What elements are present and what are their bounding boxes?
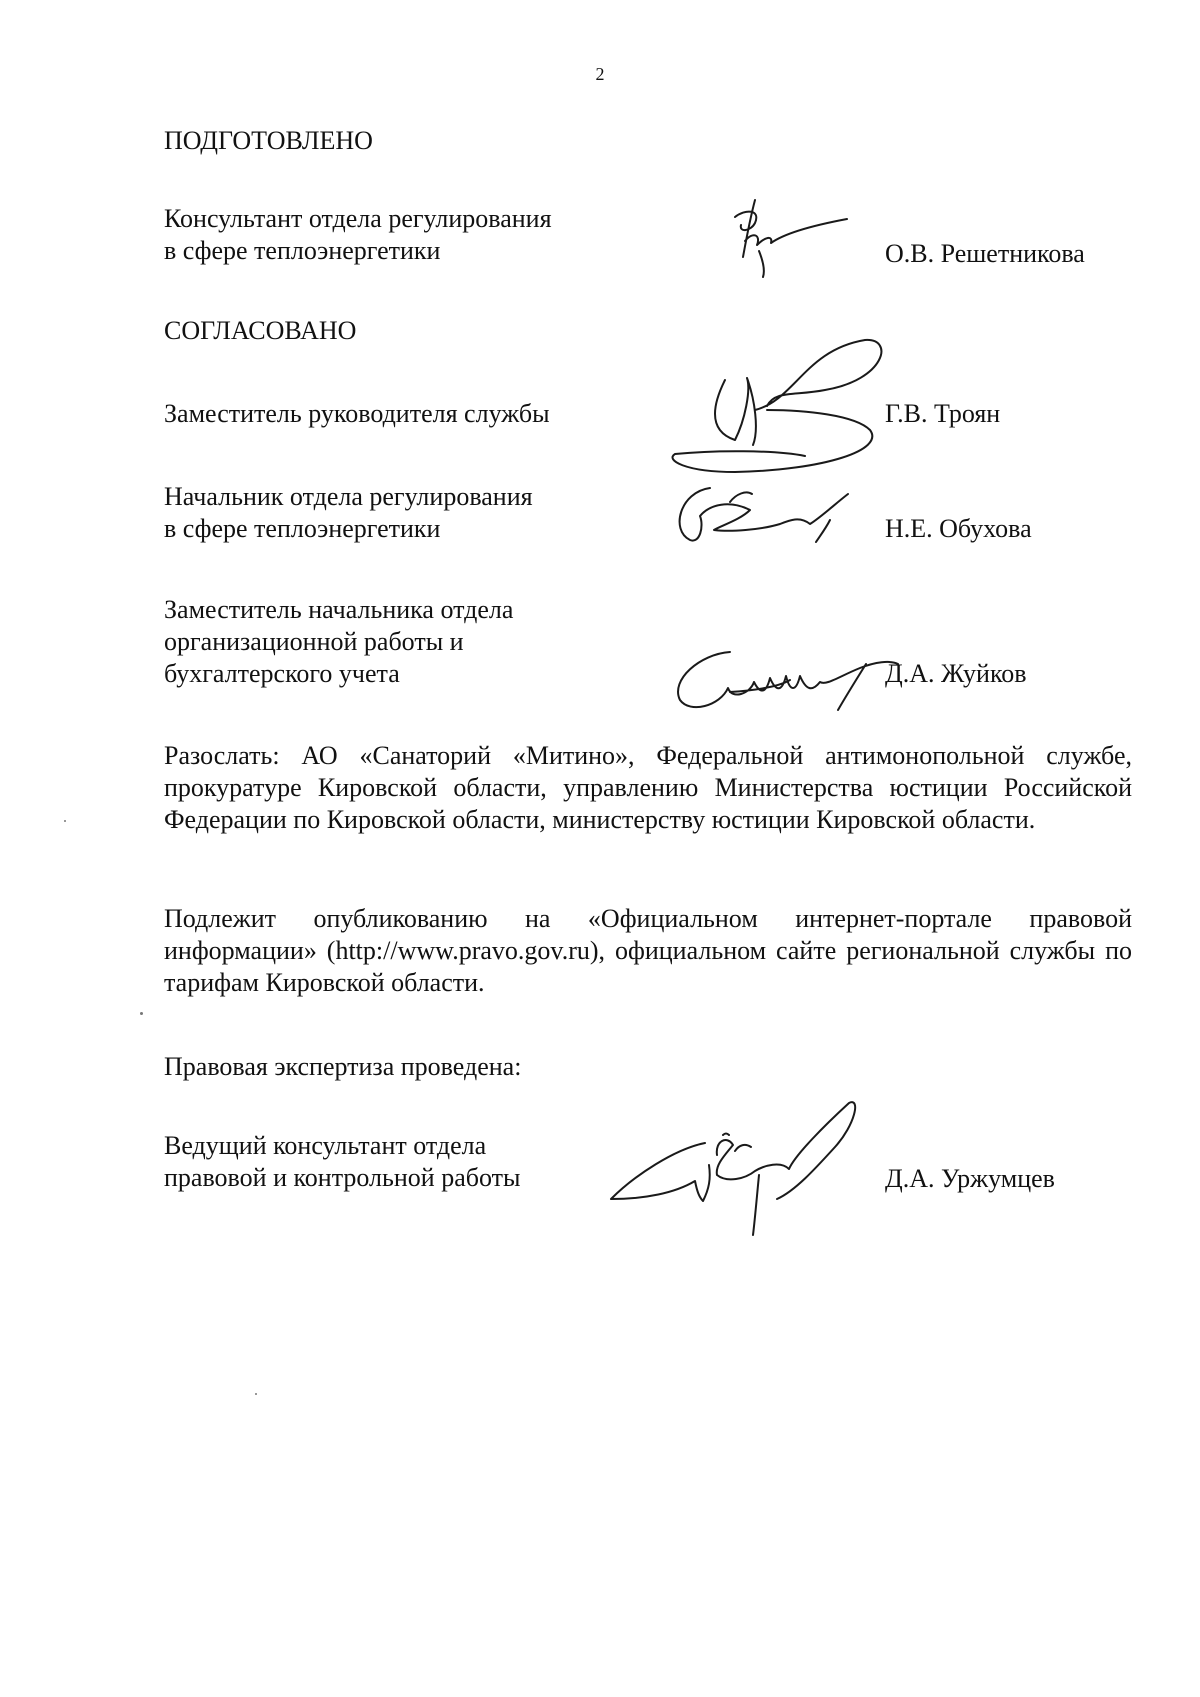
signer-name: Д.А. Жуйков <box>885 659 1027 688</box>
position-line: Заместитель руководителя службы <box>164 399 550 428</box>
position-line: правовой и контрольной работы <box>164 1163 521 1192</box>
signature-zhuykov <box>670 640 900 720</box>
agreed-heading: СОГЛАСОВАНО <box>164 316 357 345</box>
signature-reshetnikova <box>725 195 855 285</box>
position-line: организационной работы и <box>164 627 464 656</box>
signer-name: Г.В. Троян <box>885 399 1001 428</box>
position-line: в сфере теплоэнергетики <box>164 236 441 265</box>
signer-name: Н.Е. Обухова <box>885 514 1032 543</box>
position-line: в сфере теплоэнергетики <box>164 514 441 543</box>
legal-review-heading: Правовая экспертиза проведена: <box>164 1052 522 1081</box>
agreed-position <box>164 398 550 430</box>
signature-troyan <box>655 310 905 490</box>
signature-obukhova <box>670 480 860 550</box>
signer-name: О.В. Решетникова <box>885 239 1085 268</box>
agreed-position <box>164 481 533 545</box>
position-line: Консультант отдела регулирования <box>164 204 552 233</box>
position-line: Заместитель начальника отдела <box>164 595 514 624</box>
position-line: Ведущий консультант отдела <box>164 1131 487 1160</box>
legal-review-position <box>164 1130 520 1194</box>
prepared-position <box>164 203 552 267</box>
signature-urzhumtsev <box>605 1095 865 1245</box>
position-line: Начальник отдела регулирования <box>164 482 533 511</box>
scan-speck <box>64 820 66 822</box>
publication-paragraph: Подлежит опубликованию на «Официальном интернет-портале правовой информации» (http://www.pravo.gov.ru), официальном сайте региональной службы по тарифам Кировской области. <box>164 904 1132 997</box>
signer-name: Д.А. Уржумцев <box>885 1164 1055 1193</box>
distribution-paragraph: Разослать: АО «Санаторий «Митино», Федеральной антимонопольной службе, прокуратуре Кировской области, управлению Министерства юстиции Российской Федерации по Кировской области, министерству юстиции Кировской области. <box>164 741 1132 834</box>
page-number: 2 <box>595 64 605 84</box>
scan-speck <box>255 1393 257 1395</box>
position-line: бухгалтерского учета <box>164 659 400 688</box>
prepared-heading: ПОДГОТОВЛЕНО <box>164 126 373 155</box>
agreed-position <box>164 594 513 690</box>
scan-speck <box>140 1012 143 1015</box>
